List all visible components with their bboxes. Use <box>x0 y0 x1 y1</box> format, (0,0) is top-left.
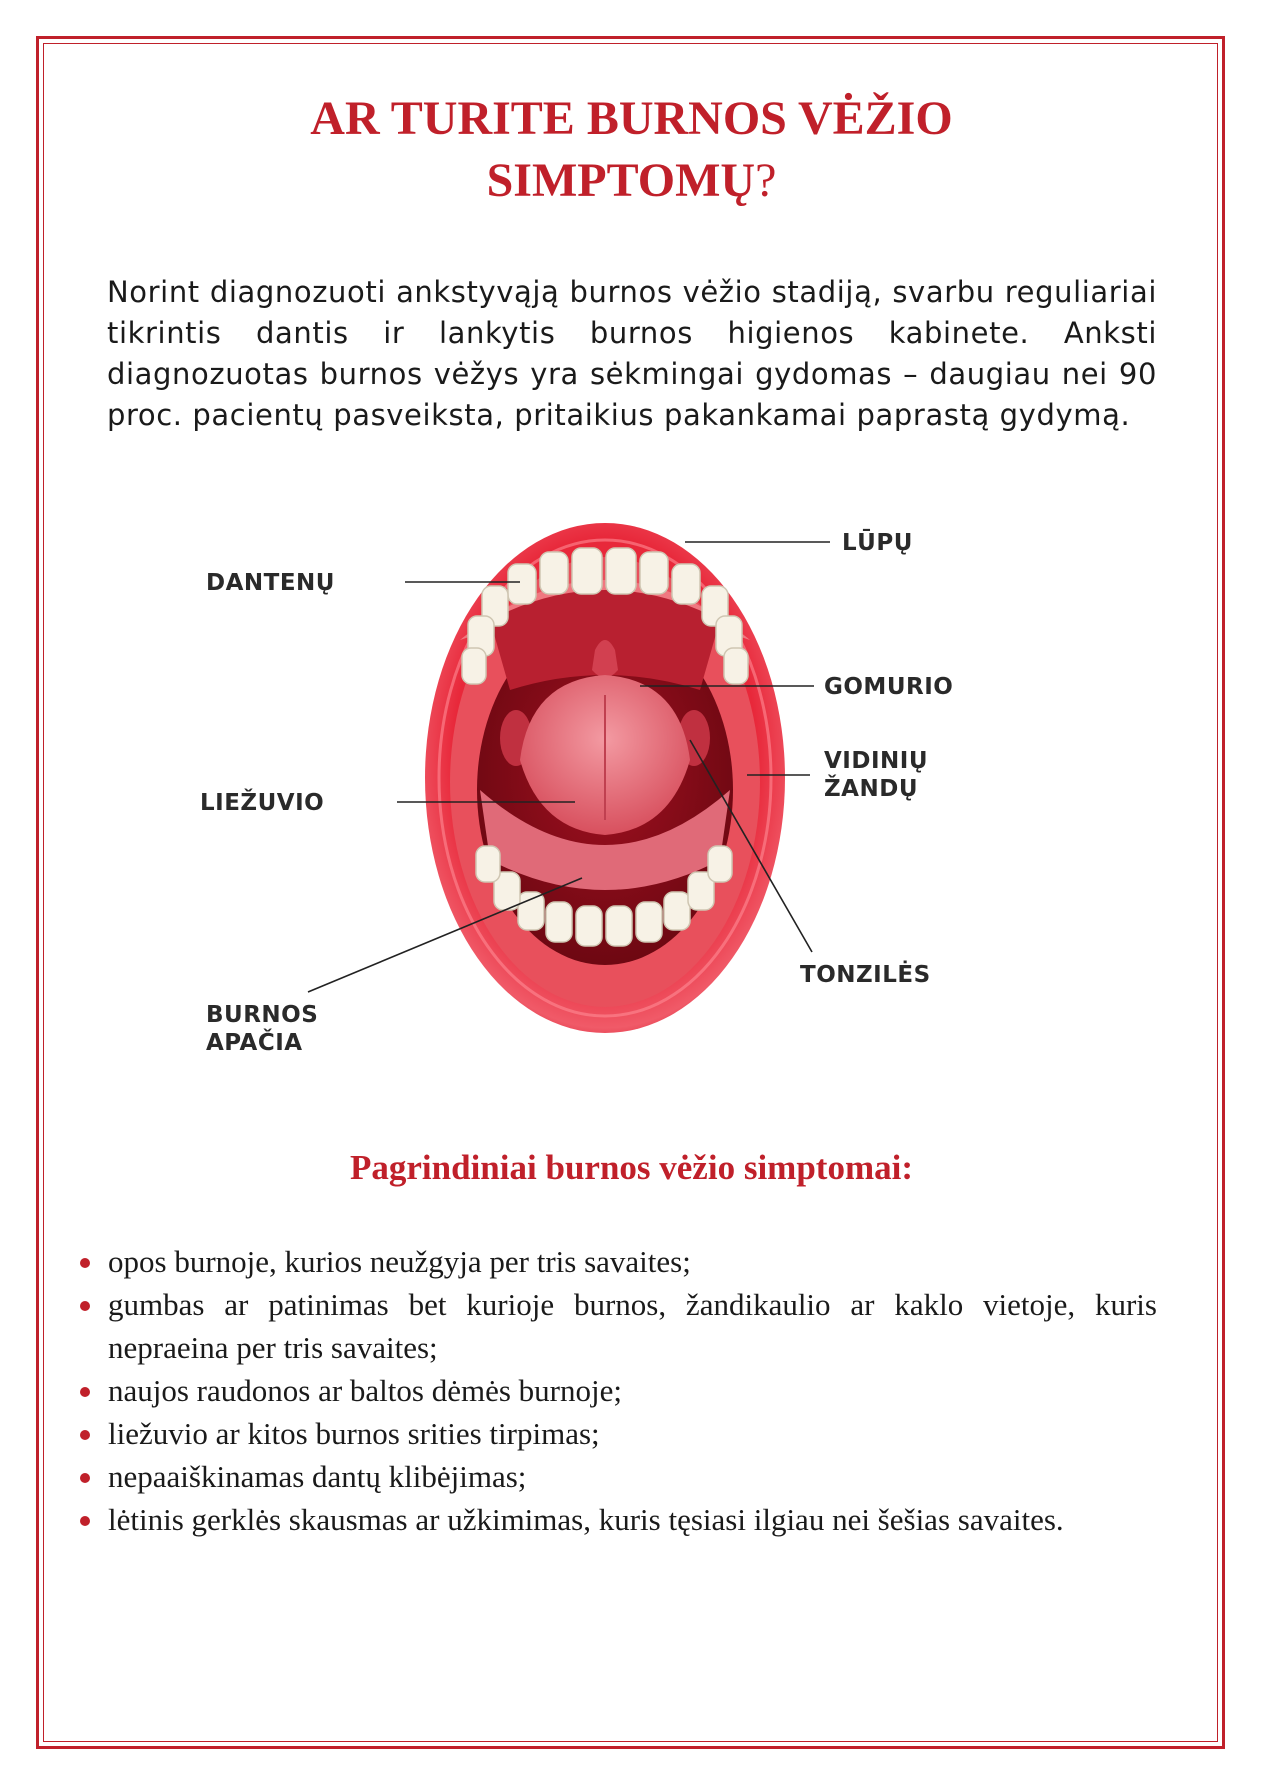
label-liezuvio: LIEŽUVIO <box>200 790 325 816</box>
symptom-item <box>78 1240 1157 1283</box>
bullet-icon <box>80 1516 90 1526</box>
title-question-mark: ? <box>755 154 777 207</box>
symptoms-heading: Pagrindiniai burnos vėžio simptomai: <box>350 1148 913 1187</box>
symptom-item <box>78 1369 1157 1412</box>
symptom-text: naujos raudonos ar baltos dėmės burnoje; <box>108 1373 622 1408</box>
symptom-text: nepaaiškinamas dantų klibėjimas; <box>108 1459 527 1494</box>
symptoms-list <box>78 1240 1157 1541</box>
bullet-icon <box>80 1473 90 1483</box>
label-vidiniu-2: ŽANDŲ <box>824 776 918 802</box>
page-title <box>100 88 1163 212</box>
symptom-text: lėtinis gerklės skausmas ar užkimimas, kuris tęsiasi ilgiau nei šešias savaites. <box>108 1502 1064 1537</box>
symptom-text: opos burnoje, kurios neužgyja per tris savaites; <box>108 1244 691 1279</box>
label-apacia-2: APAČIA <box>206 1030 303 1056</box>
bullet-icon <box>80 1258 90 1268</box>
label-tonziles: TONZILĖS <box>800 962 931 988</box>
symptom-item <box>78 1412 1157 1455</box>
intro-paragraph: Norint diagnozuoti ankstyvąją burnos vėžio stadiją, svarbu reguliariai tikrintis dantis ir lankytis burnos higienos kabinete. Anksti diagnozuotas burnos vėžys yra sėkmingai gydomas – daugiau nei 90 proc. pacientų pasveiksta, pritaikius pakankamai paprastą gydymą. <box>107 275 1157 432</box>
title-line-1: AR TURITE BURNOS VĖŽIO <box>310 92 953 145</box>
bullet-icon <box>80 1387 90 1397</box>
symptom-item <box>78 1283 1157 1369</box>
bullet-icon <box>80 1430 90 1440</box>
label-dantenu: DANTENŲ <box>206 570 335 596</box>
title-line-2: SIMPTOMŲ <box>486 154 756 207</box>
label-gomurio: GOMURIO <box>824 674 954 700</box>
mouth-diagram <box>200 500 1000 1100</box>
symptom-text: liežuvio ar kitos burnos srities tirpimas; <box>108 1416 600 1451</box>
label-vidiniu-1: VIDINIŲ <box>824 748 928 774</box>
bullet-icon <box>80 1301 90 1311</box>
symptom-item <box>78 1498 1157 1541</box>
label-apacia-1: BURNOS <box>206 1002 319 1028</box>
symptom-text: gumbas ar patinimas bet kurioje burnos, žandikaulio ar kaklo vietoje, kuris nepraeina per tris savaites; <box>108 1287 1157 1365</box>
mouth-illustration <box>200 500 1000 1100</box>
label-lupu: LŪPŲ <box>842 530 913 556</box>
symptom-item <box>78 1455 1157 1498</box>
